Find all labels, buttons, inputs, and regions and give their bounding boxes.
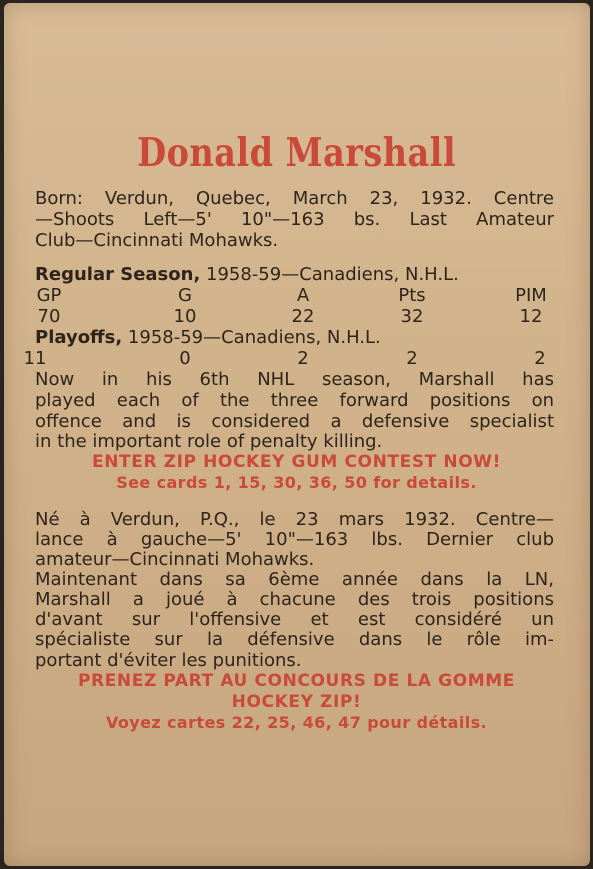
regular-g: 10: [173, 306, 197, 327]
summary-fr-line-2: Marshall a joué à chacune des trois positions: [35, 589, 554, 610]
summary-fr-line-3: d'avant sur l'offensive et est considéré un: [35, 609, 554, 630]
summary-en-line-4: in the important role of penalty killing.: [35, 431, 383, 452]
details-en: See cards 1, 15, 30, 36, 50 for details.: [116, 473, 477, 492]
stat-header-pts: Pts: [398, 285, 426, 306]
summary-en-line-3: offence and is considered a defensive specialist: [35, 411, 554, 432]
stat-header-a: A: [296, 285, 310, 306]
regular-season-line: [35, 265, 554, 285]
stat-header-pim: PIM: [515, 285, 547, 306]
regular-a: 22: [291, 306, 315, 327]
bio-fr-line-3: amateur—Cincinnati Mohawks.: [35, 549, 315, 570]
bio-fr-line-1: Né à Verdun, P.Q., le 23 mars 1932. Centre—: [35, 509, 554, 530]
summary-fr-line-1: Maintenant dans sa 6ème année dans la LN,: [35, 569, 554, 590]
stat-headers-row: [35, 286, 554, 306]
regular-stats-row: [35, 307, 554, 327]
details-fr: Voyez cartes 22, 25, 46, 47 pour détails.: [105, 713, 488, 732]
playoffs-team: 1958-59—Canadiens, N.H.L.: [122, 327, 381, 348]
summary-en-line-1: Now in his 6th NHL season, Marshall has: [35, 369, 554, 390]
playoffs-label: Playoffs,: [35, 327, 123, 348]
summary-en-line-2: played each of the three forward positions on: [35, 390, 554, 411]
contest-fr-line-1: PRENEZ PART AU CONCOURS DE LA GOMME: [77, 671, 516, 691]
regular-pim: 12: [519, 306, 543, 327]
playoffs-line: [35, 328, 554, 348]
bio-en-line-1: Born: Verdun, Quebec, March 23, 1932. Centre: [35, 188, 554, 209]
bio-en-line-2: —Shoots Left—5' 10"—163 bs. Last Amateur: [35, 209, 554, 230]
regular-season-team: 1958-59—Canadiens, N.H.L.: [200, 264, 459, 285]
bio-fr-line-2: lance à gauche—5' 10"—163 lbs. Dernier club: [35, 529, 554, 550]
playoff-gp: 11: [23, 348, 47, 369]
regular-gp: 70: [37, 306, 61, 327]
stat-header-g: G: [178, 285, 192, 306]
contest-fr-line-2: HOCKEY ZIP!: [231, 692, 362, 712]
playoff-pts: 2: [406, 348, 418, 369]
summary-fr-line-4: spécialiste sur la défensive dans le rôle im-: [35, 629, 554, 650]
contest-en: ENTER ZIP HOCKEY GUM CONTEST NOW!: [92, 452, 501, 472]
playoff-a: 2: [297, 348, 309, 369]
playoff-g: 0: [179, 348, 191, 369]
player-name: Donald Marshall: [137, 130, 457, 176]
playoff-pim: 2: [534, 348, 546, 369]
bio-en-line-3: Club—Cincinnati Mohawks.: [35, 230, 279, 251]
stat-header-gp: GP: [36, 285, 62, 306]
regular-season-label: Regular Season,: [35, 264, 201, 285]
summary-fr-line-5: portant d'éviter les punitions.: [35, 650, 302, 671]
playoff-stats-row: [23, 348, 554, 369]
regular-pts: 32: [400, 306, 424, 327]
